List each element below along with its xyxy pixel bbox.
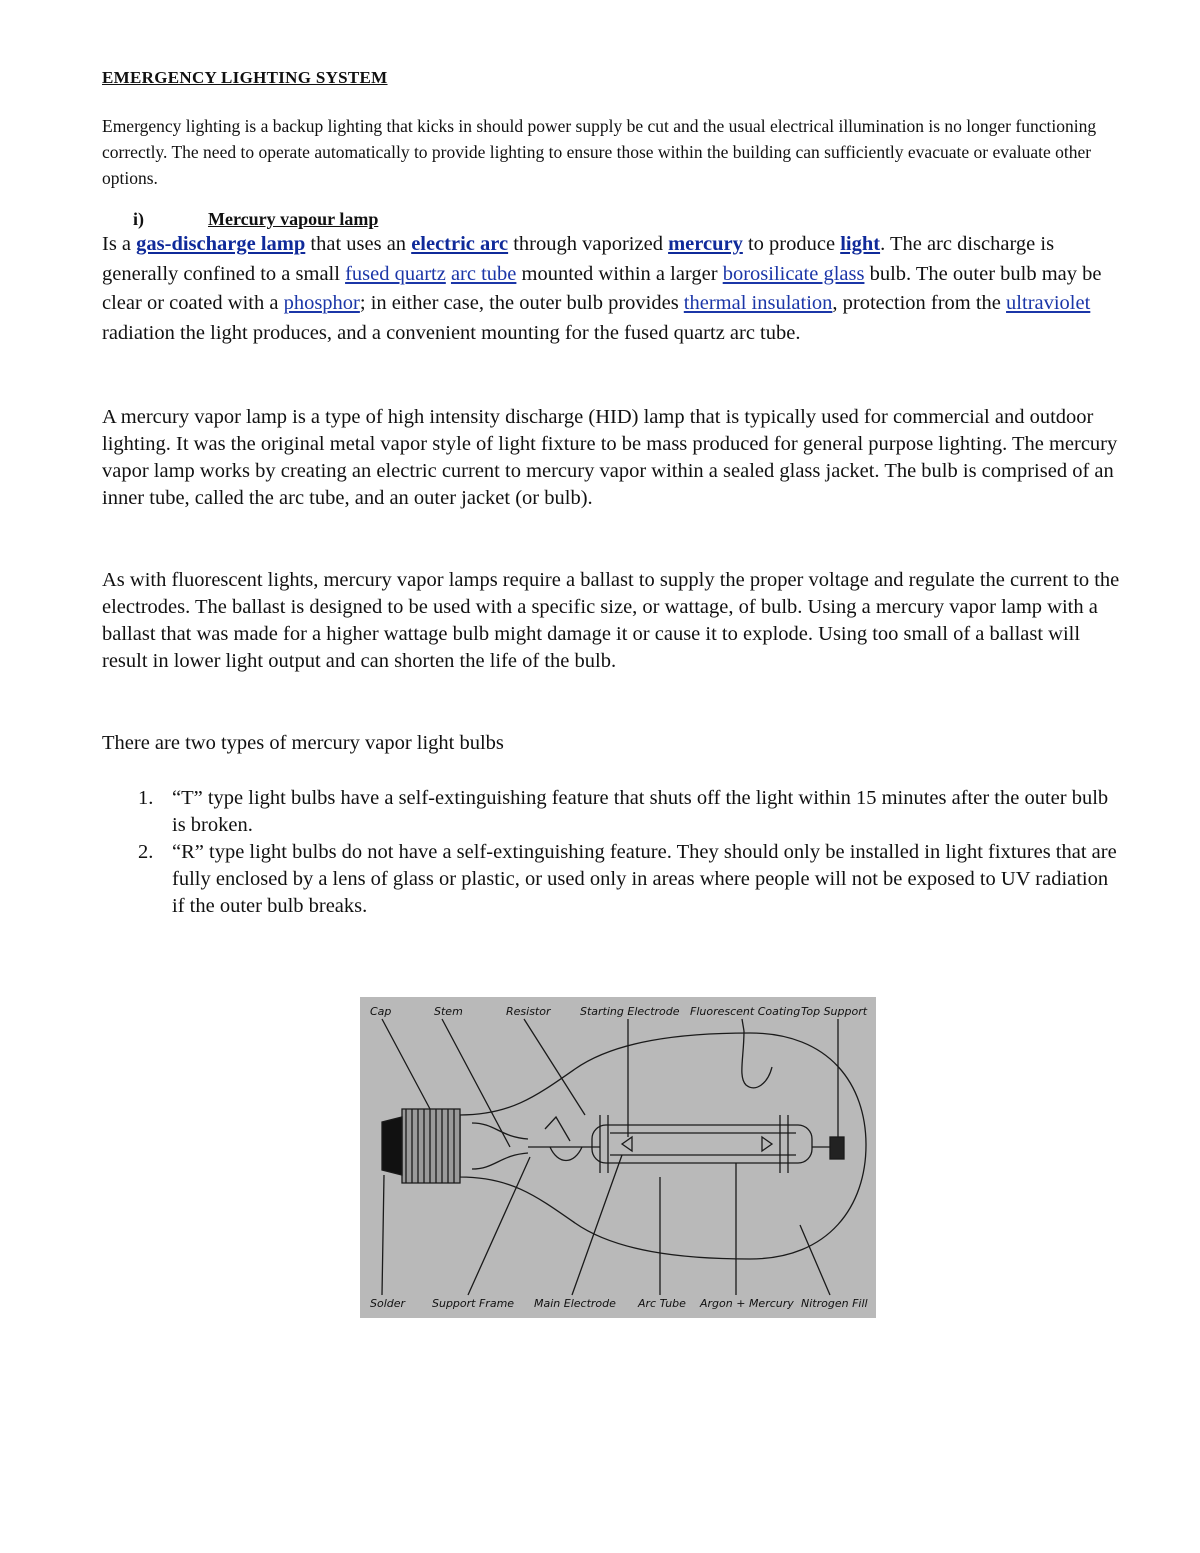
resistor-shape bbox=[545, 1117, 582, 1161]
hid-lamp-paragraph: A mercury vapor lamp is a type of high intensity discharge (HID) lamp that is typically used for commercial and outdoor lighting. It was the original metal vapor style of light fixture to be mass produced for general purpose lighting. The mercury vapor lamp works by creating an electric current to mercury vapor within a sealed glass jacket. The bulb is comprised of an inner tube, called the arc tube, and an outer jacket (or bulb). bbox=[102, 406, 1118, 509]
section-title: Mercury vapour lamp bbox=[208, 209, 379, 229]
solder-contact bbox=[382, 1117, 402, 1175]
link-light[interactable]: light bbox=[840, 233, 881, 255]
list-item bbox=[102, 839, 1122, 920]
text-run: that uses an bbox=[305, 233, 412, 255]
text-run: bulb. The outer bulb may be clear or coated with a bbox=[102, 262, 1102, 314]
mercury-lamp-diagram bbox=[360, 997, 876, 1318]
link-phosphor[interactable]: phosphor bbox=[283, 292, 360, 314]
link-gas-discharge-lamp[interactable]: gas-discharge lamp bbox=[136, 233, 306, 255]
link-ultraviolet[interactable]: ultraviolet bbox=[1006, 292, 1091, 314]
bulb-types-intro: There are two types of mercury vapor light bulbs bbox=[102, 732, 504, 754]
list-number: 2. bbox=[138, 841, 154, 863]
label-nitrogen-fill: Nitrogen Fill bbox=[801, 1297, 868, 1310]
outer-bulb-outline bbox=[460, 1033, 866, 1259]
list-item bbox=[102, 785, 1122, 839]
label-cap: Cap bbox=[370, 1005, 392, 1018]
main-electrode-right bbox=[762, 1137, 772, 1151]
text-run: Is a bbox=[102, 233, 137, 255]
fluorescent-coating-curve bbox=[742, 1031, 772, 1088]
support-frame bbox=[528, 1115, 836, 1173]
text-run: radiation the light produces, and a convenient mounting for the fused quartz arc tube. bbox=[102, 321, 801, 344]
list-item-text: “T” type light bulbs have a self-extinguishing feature that shuts off the light within 15 minutes after the outer bulb is broken. bbox=[172, 787, 1109, 836]
document-title: EMERGENCY LIGHTING SYSTEM bbox=[102, 68, 388, 87]
section-heading bbox=[133, 206, 378, 232]
stem-outline bbox=[472, 1123, 528, 1169]
text-run: through vaporized bbox=[508, 233, 669, 255]
label-main-electrode: Main Electrode bbox=[534, 1297, 616, 1310]
text-run: to produce bbox=[742, 233, 841, 255]
label-arc-tube: Arc Tube bbox=[638, 1297, 686, 1310]
lamp-diagram-svg bbox=[360, 997, 876, 1318]
mercury-lamp-paragraph bbox=[102, 230, 1122, 348]
label-starting-electrode: Starting Electrode bbox=[580, 1005, 680, 1018]
inner-tube-line bbox=[610, 1133, 796, 1155]
cap-threads bbox=[402, 1109, 460, 1183]
label-argon-mercury: Argon + Mercury bbox=[700, 1297, 794, 1310]
main-electrode-left bbox=[622, 1137, 632, 1151]
top-support bbox=[830, 1137, 844, 1159]
link-borosilicate-glass[interactable]: borosilicate glass bbox=[722, 262, 865, 285]
text-run: mounted within a larger bbox=[516, 262, 723, 285]
label-support-frame: Support Frame bbox=[432, 1297, 515, 1310]
label-resistor: Resistor bbox=[506, 1005, 551, 1018]
label-solder: Solder bbox=[370, 1297, 406, 1310]
link-mercury[interactable]: mercury bbox=[668, 233, 743, 255]
ballast-paragraph: As with fluorescent lights, mercury vapor lamps require a ballast to supply the proper voltage and regulate the current to the electrodes. The ballast is designed to be used with a specific size, or wattage, of bulb. Using a mercury vapor lamp with a ballast that was made for a higher wattage bulb might damage it or cause it to explode. Using too small of a ballast will result in lower light output and can shorten the life of the bulb. bbox=[102, 569, 1120, 672]
intro-paragraph: Emergency lighting is a backup lighting that kicks in should power supply be cut and the usual electrical illumination is no longer functioning correctly. The need to operate automatically to provide lighting to ensure those within the building can sufficiently evacuate or evaluate other options. bbox=[102, 116, 1097, 188]
text-run: ; in either case, the outer bulb provides bbox=[359, 292, 684, 314]
section-number: i) bbox=[133, 209, 144, 229]
label-fluorescent-coating: Fluorescent Coating bbox=[690, 1005, 801, 1018]
arc-tube bbox=[592, 1125, 812, 1163]
list-number: 1. bbox=[138, 787, 154, 809]
bulb-types-list bbox=[102, 785, 1122, 920]
list-item-text: “R” type light bulbs do not have a self-extinguishing feature. They should only be installed in light fixtures that are fully enclosed by a lens of glass or plastic, or used only in areas where people will not be exposed to UV radiation if the outer bulb breaks. bbox=[172, 841, 1117, 917]
link-fused-quartz[interactable]: fused quartz bbox=[345, 262, 446, 285]
link-electric-arc[interactable]: electric arc bbox=[411, 233, 509, 255]
label-top-support: Top Support bbox=[801, 1005, 868, 1018]
link-arc-tube[interactable]: arc tube bbox=[450, 262, 517, 285]
text-run: , protection from the bbox=[832, 292, 1007, 314]
link-thermal-insulation[interactable]: thermal insulation bbox=[683, 292, 833, 314]
text-run: . The arc discharge is generally confined to a small bbox=[102, 233, 1055, 285]
label-stem: Stem bbox=[434, 1005, 463, 1018]
